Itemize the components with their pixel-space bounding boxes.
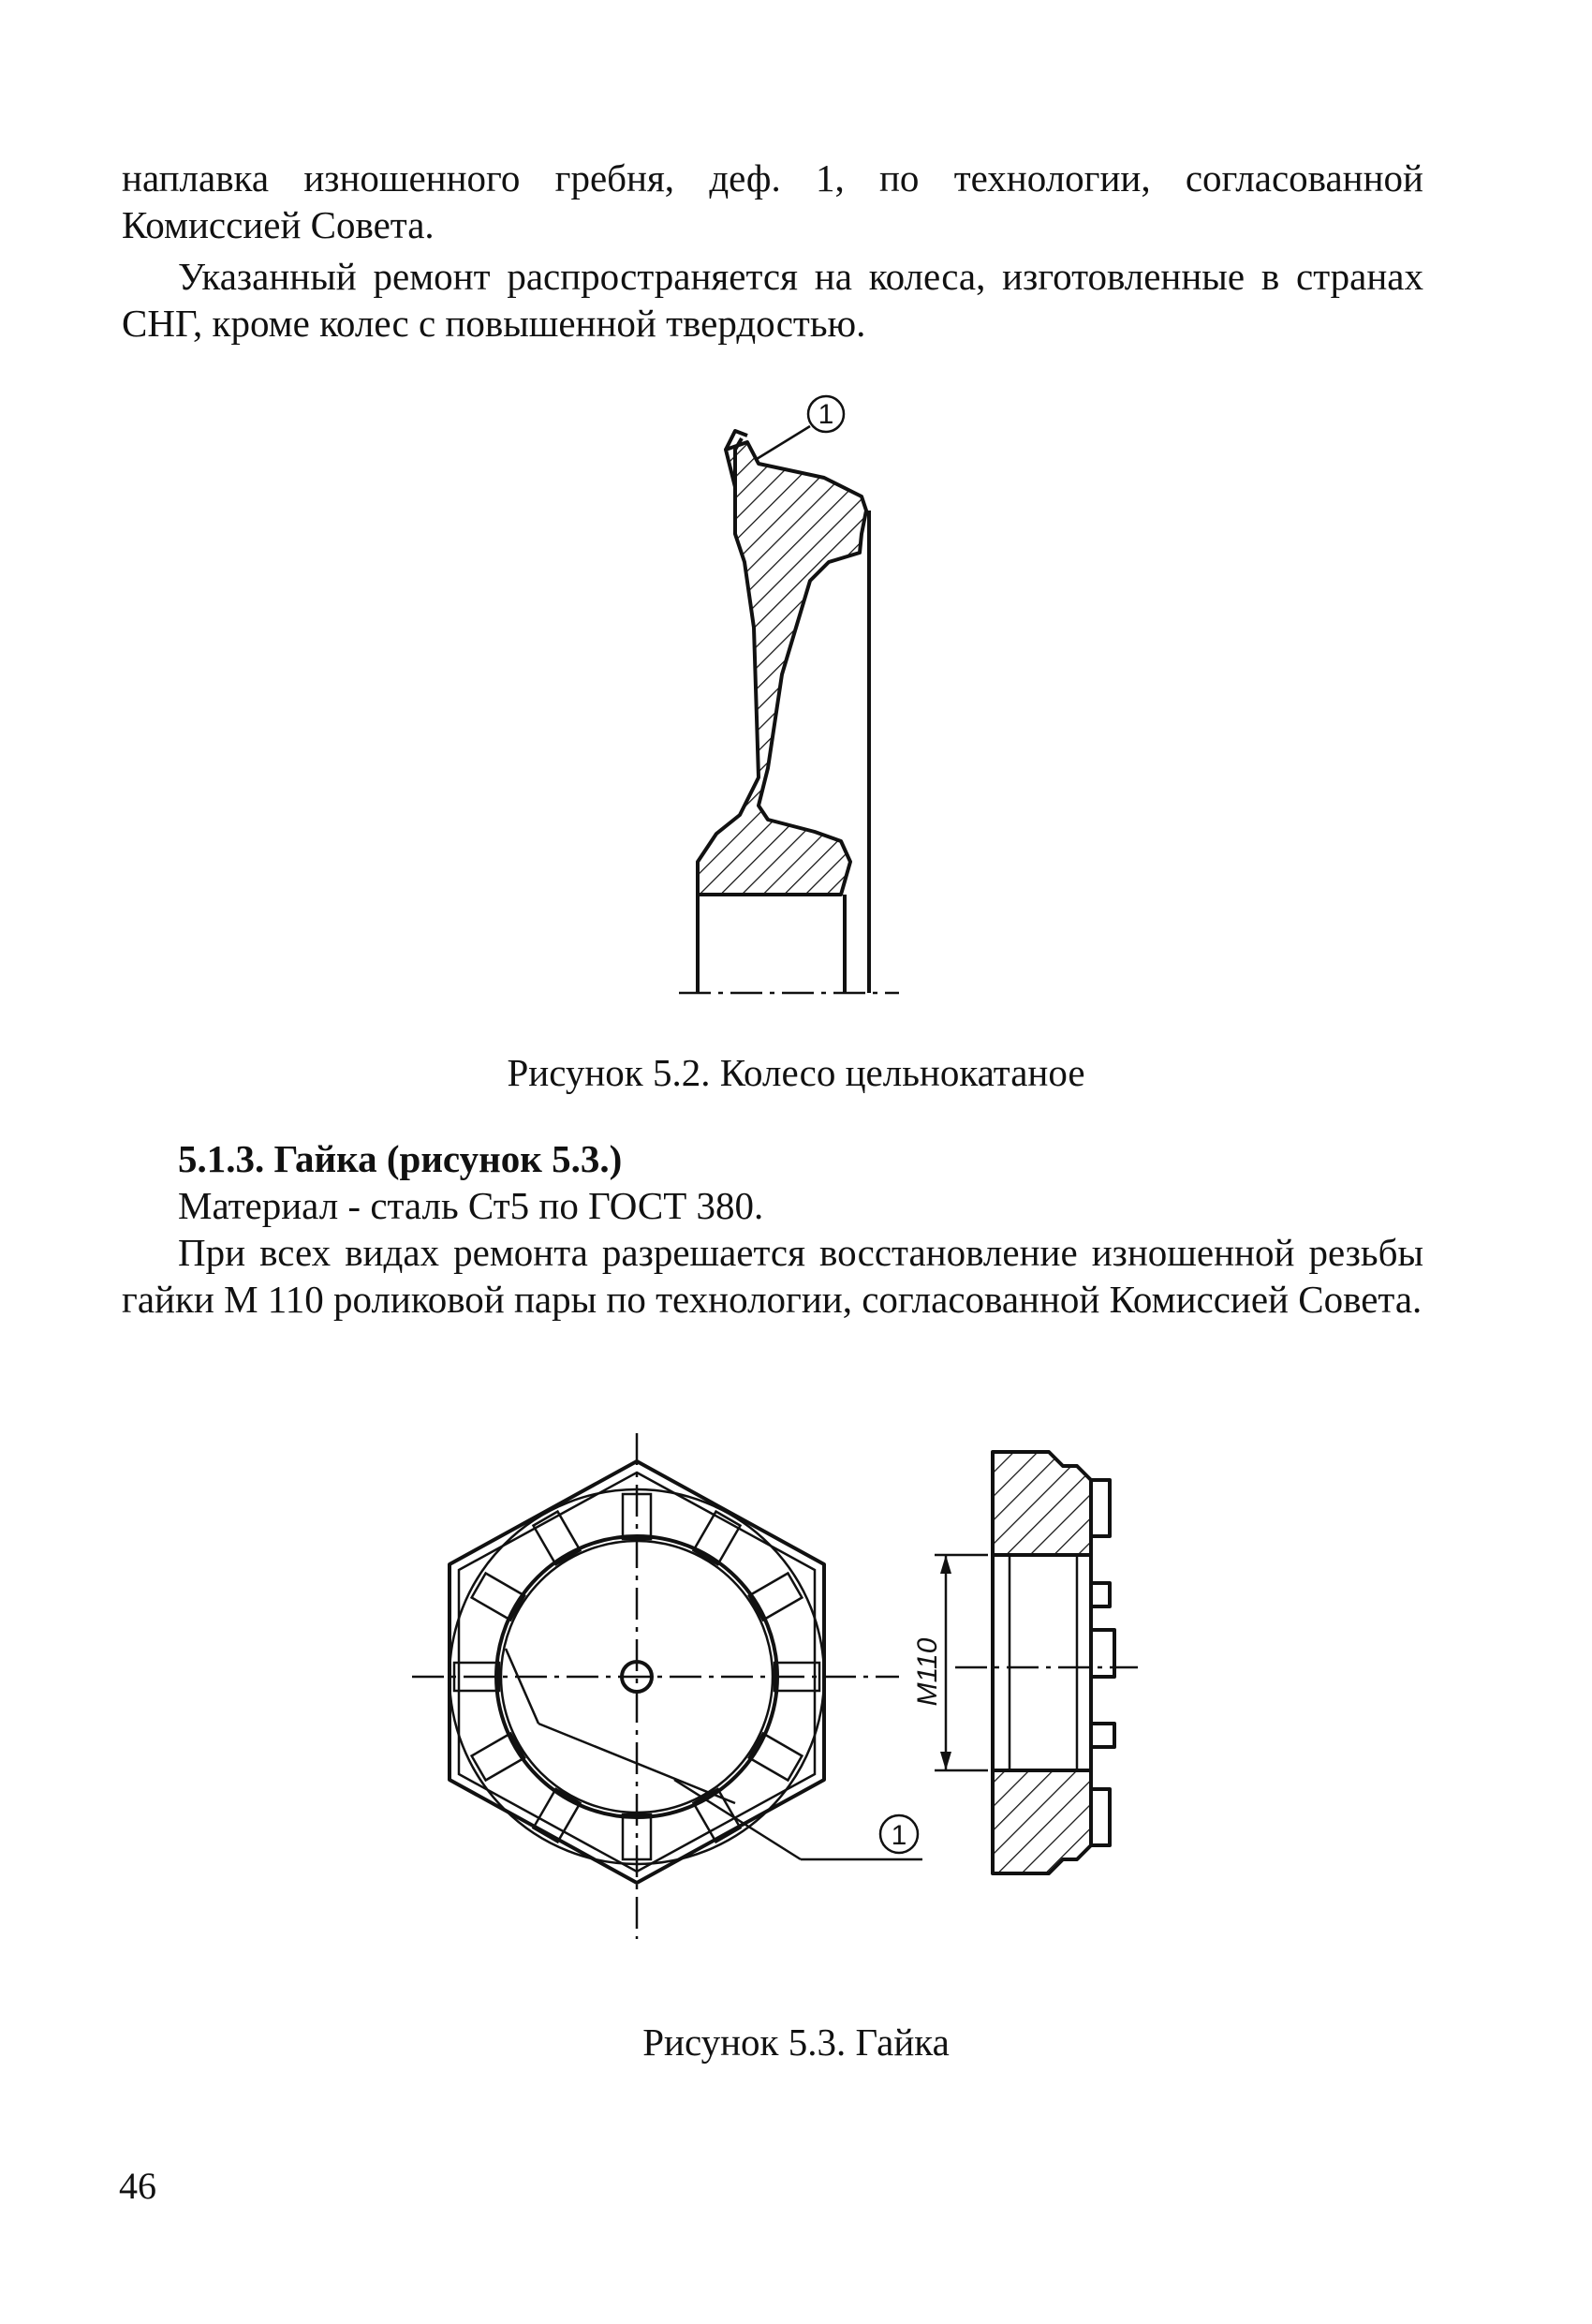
- figure-5-3-caption: Рисунок 5.3. Гайка: [642, 2021, 950, 2064]
- nut-callout-label: 1: [891, 1820, 907, 1851]
- paragraph-nut-repair: При всех видах ремонта разрешается восстановление изношенной резьбы гайки М 110 роликовой пары по технологии, согласованной Комиссией Совета.: [122, 1231, 1423, 1321]
- wheel-section-shape: [698, 442, 866, 895]
- paragraph-repair-scope: Указанный ремонт распространяется на колеса, изготовленные в странах СНГ, кроме колес с повышенной твердостью.: [122, 255, 1423, 345]
- paragraph-weld-repair: наплавка изношенного гребня, деф. 1, по технологии, согласованной Комиссией Совета.: [122, 156, 1423, 246]
- nut-front-view-drawing: [412, 1433, 918, 1939]
- nut-side-section-drawing: [912, 1443, 1142, 1892]
- figure-5-2-caption: Рисунок 5.2. Колесо цельнокатаное: [507, 1051, 1085, 1094]
- wheel-cross-section-drawing: [627, 393, 908, 993]
- section-heading: 5.1.3. Гайка (рисунок 5.3.): [178, 1137, 623, 1180]
- nut-thread-dimension: M110: [912, 1637, 943, 1707]
- wheel-callout-label: 1: [818, 399, 834, 430]
- material-line: Материал - сталь Ст5 по ГОСТ 380.: [178, 1184, 764, 1227]
- page-number: 46: [119, 2165, 156, 2207]
